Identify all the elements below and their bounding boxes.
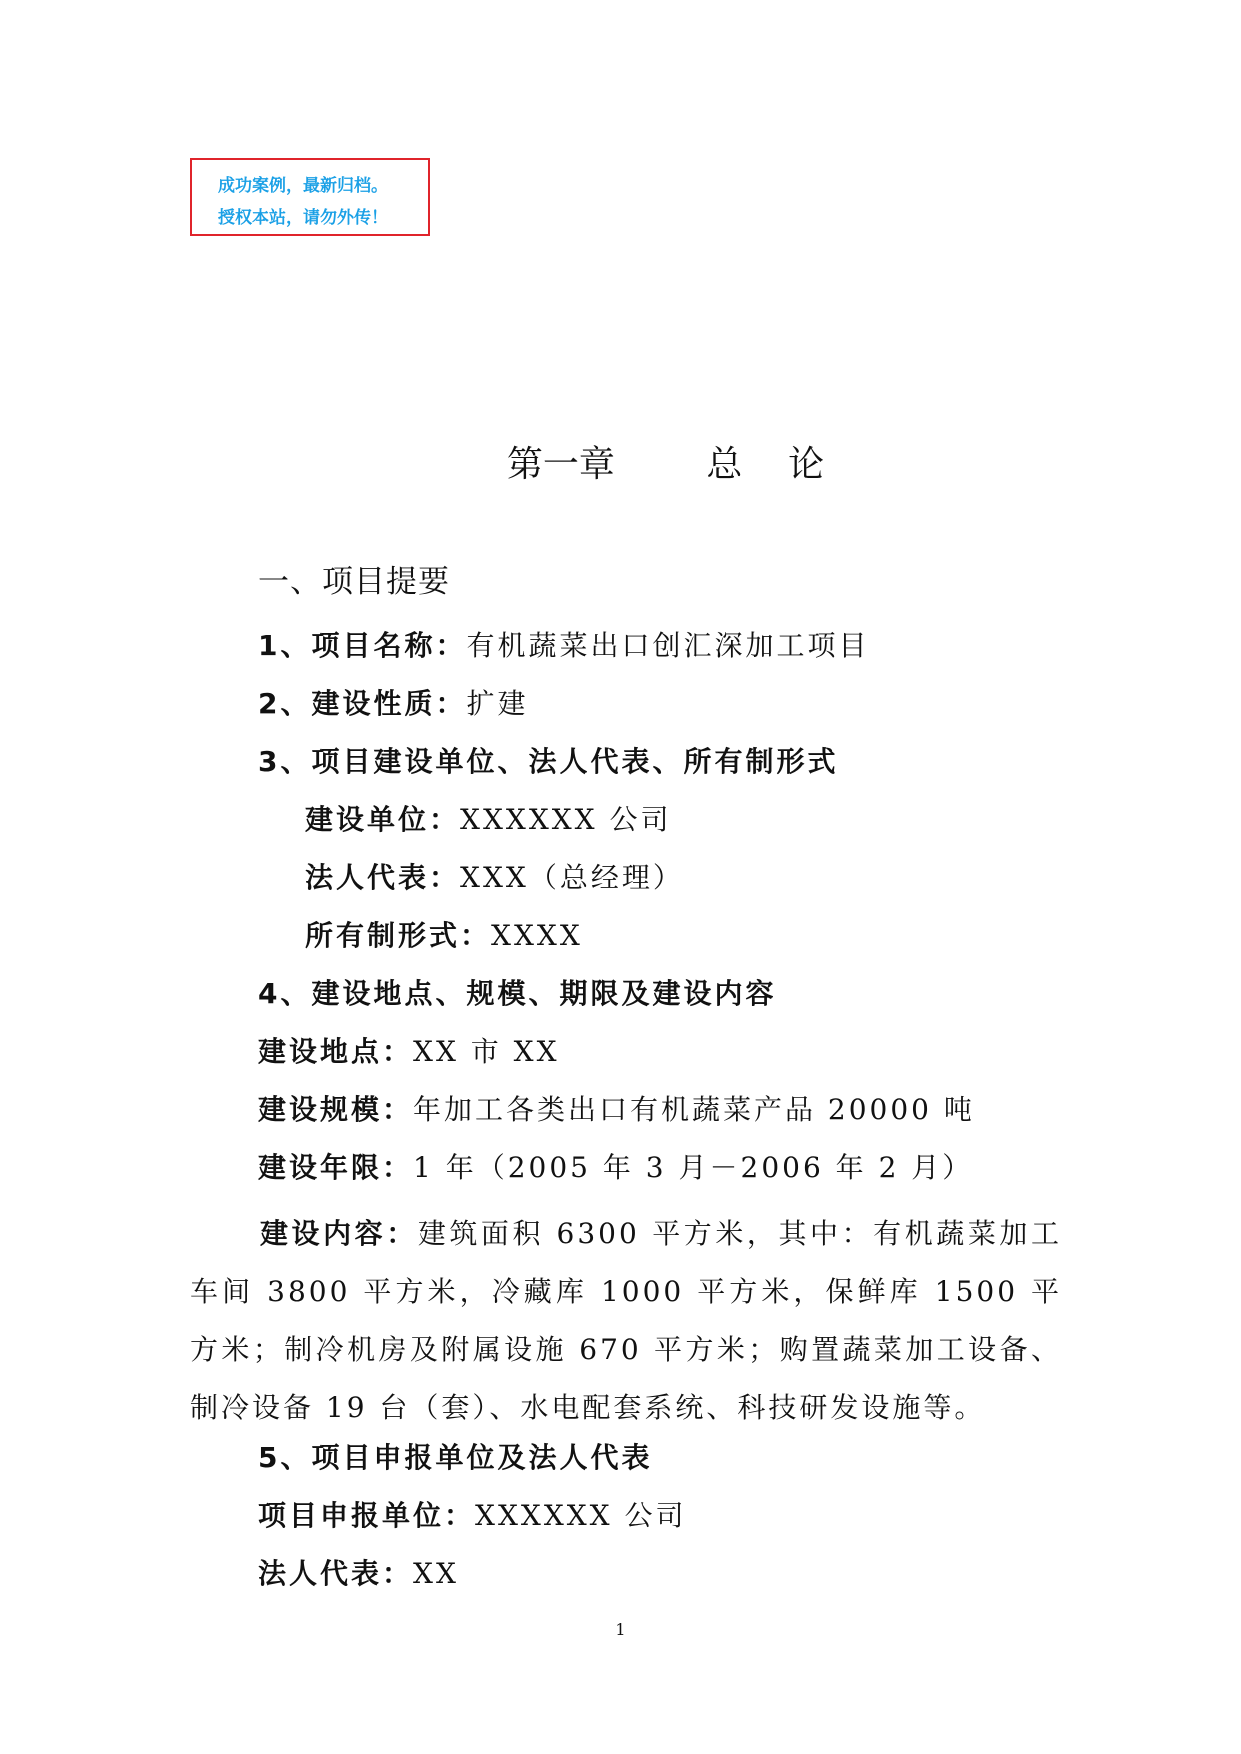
site-heading: 4、建设地点、规模、期限及建设内容 — [258, 977, 777, 1010]
unit-value: XXXXXX 公司 — [460, 803, 672, 836]
ownership-label: 所有制形式： — [305, 919, 492, 952]
item-scale — [258, 1090, 975, 1130]
project-name-label: 1、项目名称： — [258, 629, 467, 662]
ownership-value: XXXX — [491, 919, 583, 952]
site-label: 建设地点： — [258, 1035, 414, 1068]
period-value: 1 年（2005 年 3 月－2006 年 2 月） — [413, 1151, 974, 1184]
item-project-name — [258, 626, 870, 666]
applicant-value: XXXXXX 公司 — [475, 1499, 687, 1532]
applicant-heading: 5、项目申报单位及法人代表 — [258, 1441, 653, 1474]
unit-heading: 3、项目建设单位、法人代表、所有制形式 — [258, 745, 839, 778]
content-label: 建设内容： — [260, 1217, 418, 1250]
nature-value: 扩建 — [466, 687, 529, 720]
unit-label: 建设单位： — [305, 803, 461, 836]
chapter-title: 第一章 总 论 — [506, 444, 825, 485]
applicant-rep-label: 法人代表： — [258, 1557, 414, 1590]
item-legal-rep — [305, 858, 684, 898]
scale-value: 年加工各类出口有机蔬菜产品 20000 吨 — [413, 1093, 975, 1126]
page-number: 1 — [615, 1620, 626, 1639]
site-value: XX 市 XX — [413, 1035, 560, 1068]
item-content — [190, 1205, 1062, 1437]
archive-stamp — [190, 158, 430, 236]
nature-label: 2、建设性质： — [258, 687, 467, 720]
item-unit — [305, 800, 672, 840]
scale-label: 建设规模： — [258, 1093, 414, 1126]
legal-rep-value: XXX（总经理） — [460, 861, 684, 894]
period-label: 建设年限： — [258, 1151, 414, 1184]
stamp-line-1: 成功案例，最新归档。 — [218, 176, 388, 196]
item-nature — [258, 684, 529, 724]
project-name-value: 有机蔬菜出口创汇深加工项目 — [466, 629, 870, 662]
legal-rep-label: 法人代表： — [305, 861, 461, 894]
item-ownership — [305, 916, 583, 956]
content-value: 建筑面积 6300 平方米，其中：有机蔬菜加工车间 3800 平方米，冷藏库 1000 平方米，保鲜库 1500 平方米；制冷机房及附属设施 670 平方米；购置蔬菜加工设备、制冷设备 19 台（套）、水电配套系统、科技研发设施等。 — [190, 1217, 1062, 1424]
item-applicant-rep — [258, 1554, 459, 1594]
section-heading: 一、项目提要 — [258, 564, 450, 600]
applicant-rep-value: XX — [413, 1557, 459, 1590]
stamp-line-2: 授权本站，请勿外传！ — [218, 208, 388, 228]
item-applicant — [258, 1496, 687, 1536]
applicant-label: 项目申报单位： — [258, 1499, 476, 1532]
item-site — [258, 1032, 560, 1072]
item-period — [258, 1148, 973, 1188]
